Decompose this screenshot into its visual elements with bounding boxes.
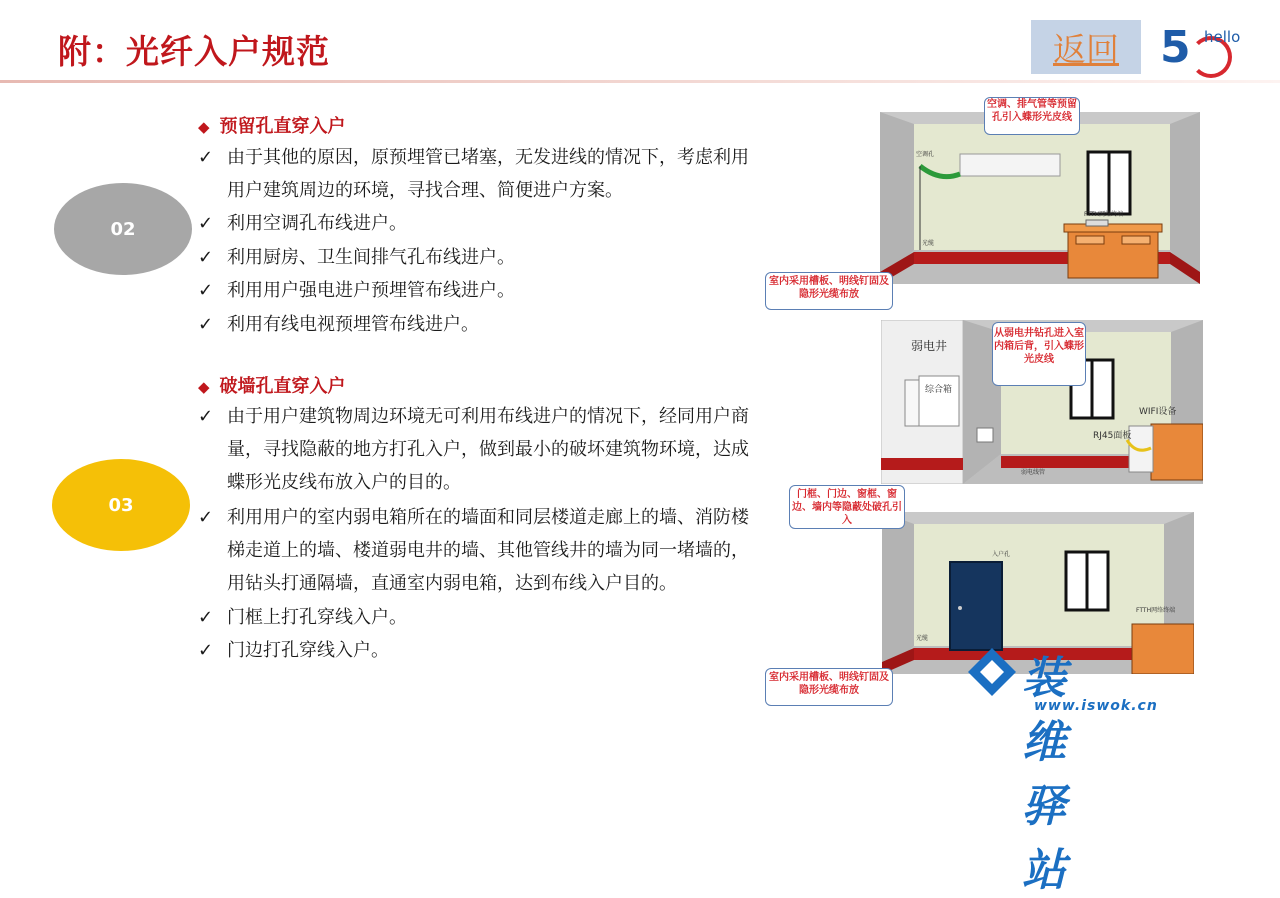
back-button[interactable]: 返回 [1031, 20, 1141, 74]
diagram-label: 弱电井 [911, 339, 948, 353]
diagram-label: 空调孔 [916, 151, 935, 158]
diagram-label: 弱电线管 [1021, 469, 1046, 476]
callout-ac-hole: 空调、排气管等预留孔引入蝶形光皮线 [984, 97, 1080, 135]
list-item: ✓ 利用有线电视预埋管布线进户。 [198, 308, 758, 341]
diagram-label: WIFI设备 [1139, 407, 1177, 417]
list-item: ✓ 门框上打孔穿线入户。 [198, 601, 758, 634]
watermark-url: www.iswok.cn [1034, 698, 1158, 714]
list-item: ✓ 利用用户的室内弱电箱所在的墙面和同层楼道走廊上的墙、消防楼梯走道上的墙、楼道弱电井的墙、其他管线井的墙为同一堵墙的，用钻头打通隔墙，直通室内弱电箱，达到布线入户目的。 [198, 501, 758, 600]
callout-indoor-wiring: 室内采用槽板、明线钉固及隐形光缆布放 [765, 272, 893, 310]
diagram-ac-hole-entry [880, 112, 1200, 284]
checkmark-icon: ✓ [198, 213, 214, 234]
diagram-label: 综合箱 [925, 385, 953, 395]
list-item: ✓ 由于其他的原因，原预埋管已堵塞，无发进线的情况下，考虑利用用户建筑周边的环境，寻找合理、简便进户方案。 [198, 141, 758, 207]
checkmark-icon: ✓ [198, 640, 214, 661]
diagram-label: 光缆 [916, 635, 929, 642]
section-badge-02: 02 [54, 183, 192, 275]
checkmark-icon: ✓ [198, 247, 214, 268]
diagram-label: RJ45面板 [1093, 431, 1132, 441]
list-item: ✓ 由于用户建筑物周边环境无可利用布线进户的情况下，经同用户商量，寻找隐蔽的地方打孔入户，做到最小的破坏建筑物环境，达成蝶形光皮线布放入户的目的。 [198, 400, 758, 499]
callout-door-frame: 门框、门边、窗框、窗边、墙内等隐蔽处破孔引入 [789, 485, 905, 529]
list-item: ✓ 利用空调孔布线进户。 [198, 207, 758, 240]
page-title: 附：光纤入户规范 [58, 32, 330, 71]
watermark-text: 装维驿站 [1022, 653, 1067, 896]
list-item: ✓ 利用厨房、卫生间排气孔布线进户。 [198, 241, 758, 274]
section-badge-03: 03 [52, 459, 190, 551]
diamond-bullet-icon: ◆ [198, 118, 210, 136]
section-heading-02: ◆ 预留孔直穿入户 [198, 116, 346, 137]
watermark [962, 642, 1158, 896]
5g-hello-logo: 5 hello [1158, 24, 1248, 80]
checkmark-icon: ✓ [198, 280, 214, 301]
checkmark-icon: ✓ [198, 607, 214, 628]
checkmark-icon: ✓ [198, 314, 214, 335]
title-divider [0, 80, 1280, 83]
callout-shaft-drill: 从弱电井钻孔进入室内箱后背，引入蝶形光皮线 [992, 322, 1086, 386]
list-item: ✓ 利用用户强电进户预埋管布线进户。 [198, 274, 758, 307]
watermark-logo-icon [962, 642, 1022, 702]
diagram-label: FTTH网络终端 [1084, 211, 1124, 218]
section-heading-03: ◆ 破墙孔直穿入户 [198, 376, 346, 397]
diamond-bullet-icon: ◆ [198, 378, 210, 396]
checkmark-icon: ✓ [198, 507, 214, 528]
list-item: ✓ 门边打孔穿线入户。 [198, 634, 758, 667]
callout-indoor-wiring-2: 室内采用槽板、明线钉固及隐形光缆布放 [765, 668, 893, 706]
diagram-label: 光缆 [922, 240, 935, 247]
checkmark-icon: ✓ [198, 406, 214, 427]
diagram-label: 入户孔 [992, 551, 1011, 558]
checkmark-icon: ✓ [198, 147, 214, 168]
diagram-label: FTTH网络终端 [1136, 607, 1176, 614]
